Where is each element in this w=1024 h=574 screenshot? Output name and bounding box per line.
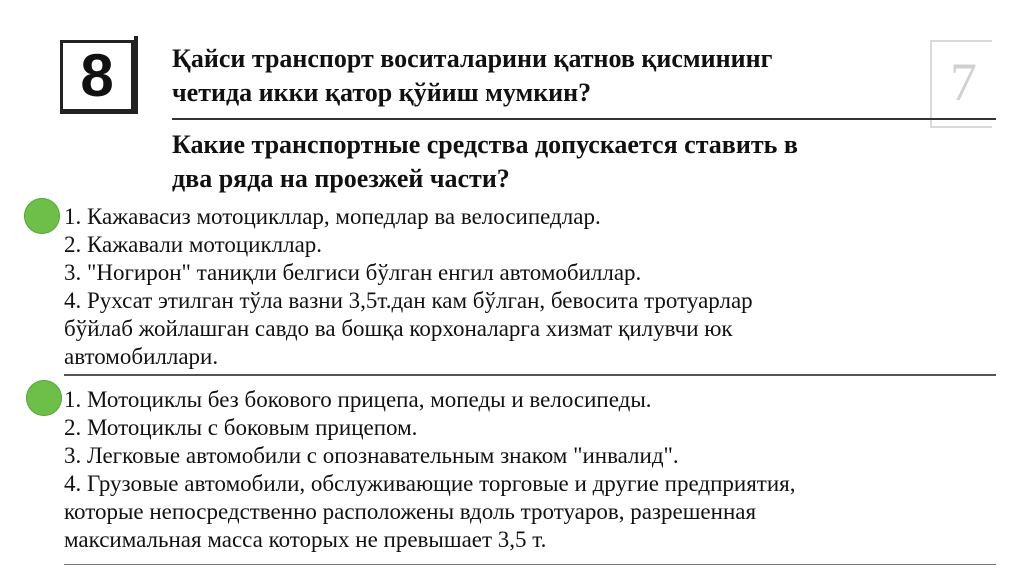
answer-uz-4-line3: автомобиллари. <box>64 344 219 369</box>
title-divider <box>172 118 996 120</box>
question-title-uz-line2: четида икки қатор қўйиш мумкин? <box>172 78 592 107</box>
bottom-divider <box>64 564 996 565</box>
answer-ru-4-line3: максимальная масса которых не превышает 3,5 т. <box>64 527 547 552</box>
question-title-uz-line1: Қайси транспорт воситаларини қатнов қисмининг <box>172 44 773 73</box>
answer-uz-4-line1: 4. Рухсат этилган тўла вазни 3,5т.дан кам бўлган, бевосита тротуарлар <box>64 288 753 313</box>
answer-uz-3: 3. "Ногирон" таниқли белгиси бўлган енгил автомобиллар. <box>64 260 642 285</box>
answer-ru-4-line1: 4. Грузовые автомобили, обслуживающие торговые и другие предприятия, <box>64 471 796 496</box>
answer-ru-4-line2: которые непосредственно расположены вдоль тротуаров, разрешенная <box>64 499 757 524</box>
answer-ru-2: 2. Мотоциклы с боковым прицепом. <box>64 415 418 440</box>
question-title-ru-line1: Какие транспортные средства допускается ставить в <box>172 130 798 159</box>
question-number-divider <box>134 36 138 114</box>
question-number: 8 <box>60 40 136 114</box>
answer-uz-4-line2: бўйлаб жойлашган савдо ва бошқа корхоналарга хизмат қилувчи юк <box>64 316 733 341</box>
answer-uz-2: 2. Кажавали мотоцикллар. <box>64 232 323 257</box>
answer-ru-3: 3. Легковые автомобили с опознавательным знаком "инвалид". <box>64 443 679 468</box>
correct-answer-marker <box>24 198 60 234</box>
language-divider <box>64 374 996 376</box>
answer-ru-1: 1. Мотоциклы без бокового прицепа, мопеды и велосипеды. <box>64 387 652 412</box>
bleed-through-glyph: 7 <box>950 52 977 112</box>
question-title-ru-line2: два ряда на проезжей части? <box>172 164 510 193</box>
answer-uz-1: 1. Кажавасиз мотоцикллар, мопедлар ва велосипедлар. <box>64 204 601 229</box>
correct-answer-marker <box>26 380 62 416</box>
